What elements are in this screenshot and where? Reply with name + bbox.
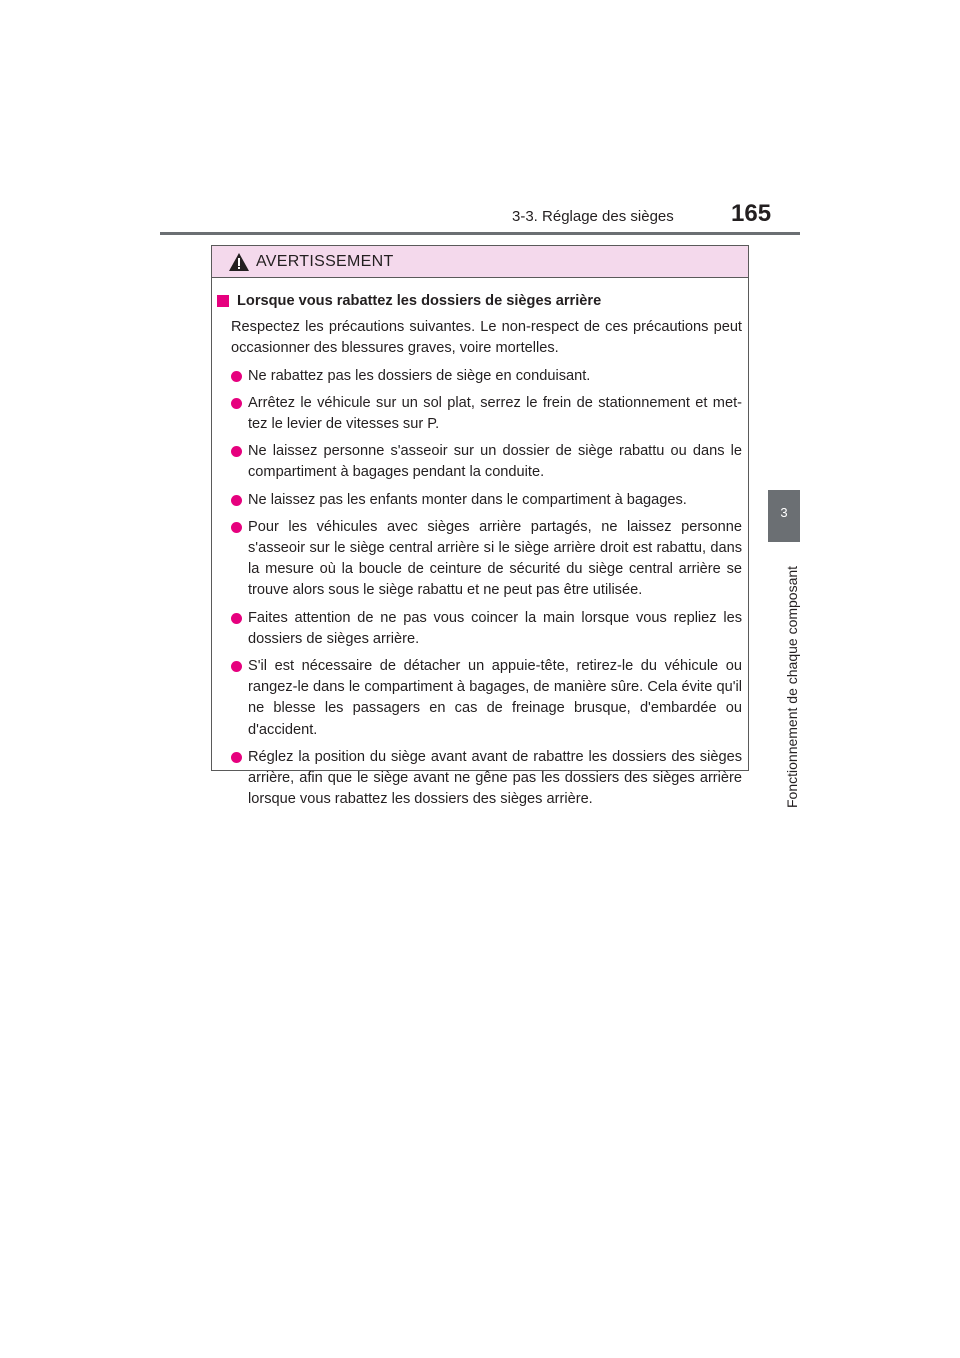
list-item [216,747,742,811]
chapter-title: Fonctionnement de chaque composant [784,565,800,808]
page-number: 165 [731,200,772,227]
warning-title: AVERTISSEMENT [256,252,394,270]
round-bullet-icon [231,371,242,382]
list-item [216,608,742,650]
square-bullet-icon [217,295,229,307]
round-bullet-icon [231,661,242,672]
section-heading-text: Lorsque vous rabattez les dossiers de sièges arrière [237,293,602,309]
chapter-number: 3 [780,505,788,520]
list-item-text: S'il est nécessaire de détacher un appuie-tête, retirez-le du véhicule ou rangez-le dans le compartiment à bagages, de manière sûre. Cela évite qu'il ne blesse les passagers en cas de freinage brusque, d'embardée ou d'accident. [248,658,742,738]
warning-body [212,278,748,810]
list-item-text: Faites attention de ne pas vous coincer la main lorsque vous repliez les dossiers de sièges arrière. [248,609,742,647]
header-divider [160,232,800,235]
round-bullet-icon [231,752,242,763]
chapter-tab[interactable] [768,490,800,542]
warning-box [211,245,749,808]
round-bullet-icon [231,613,242,624]
list-item-text: Ne laissez pas les enfants monter dans le compartiment à bagages. [248,491,687,508]
round-bullet-icon [231,398,242,409]
list-item-text: Ne laissez personne s'asseoir sur un dossier de siège rabattu ou dans le compartiment à bagages pendant la conduite. [248,443,742,481]
round-bullet-icon [231,446,242,457]
list-item [216,517,742,602]
list-item-text: Réglez la position du siège avant avant de rabattre les dossiers des sièges arrière, afin que le siège avant ne gêne pas les dossiers des sièges arrière lorsque vous rabattez les dossiers des sièges arrière. [248,748,742,808]
list-item-text: Arrêtez le véhicule sur un sol plat, serrez le frein de stationnement et met-tez le levier de vitesses sur P. [248,394,742,433]
chapter-title-vertical [784,550,804,808]
list-item-text: Ne rabattez pas les dossiers de siège en conduisant. [248,367,591,384]
warning-header [212,246,748,278]
warning-triangle-icon [228,252,250,272]
list-item [216,441,742,483]
list-item-text: Pour les véhicules avec sièges arrière partagés, ne laissez personne s'asseoir sur le siège central arrière si le siège arrière droit est rabattu, dans la mesure où la boucle de ceinture de sécurité du siège central arrière se trouve alors sous le siège rabattu et ne peut pas être utilisée. [248,518,742,599]
round-bullet-icon [231,522,242,533]
round-bullet-icon [231,495,242,506]
section-title: 3-3. Réglage des sièges [512,208,674,225]
list-item [216,656,742,741]
warning-section-heading [216,291,742,312]
warning-intro: Respectez les précautions suivantes. Le non-respect de ces précautions peut occasionner des blessures graves, voire mortelles. [231,319,742,357]
list-item [216,490,742,511]
warning-list [216,366,742,811]
list-item [216,393,742,435]
list-item [216,366,742,387]
